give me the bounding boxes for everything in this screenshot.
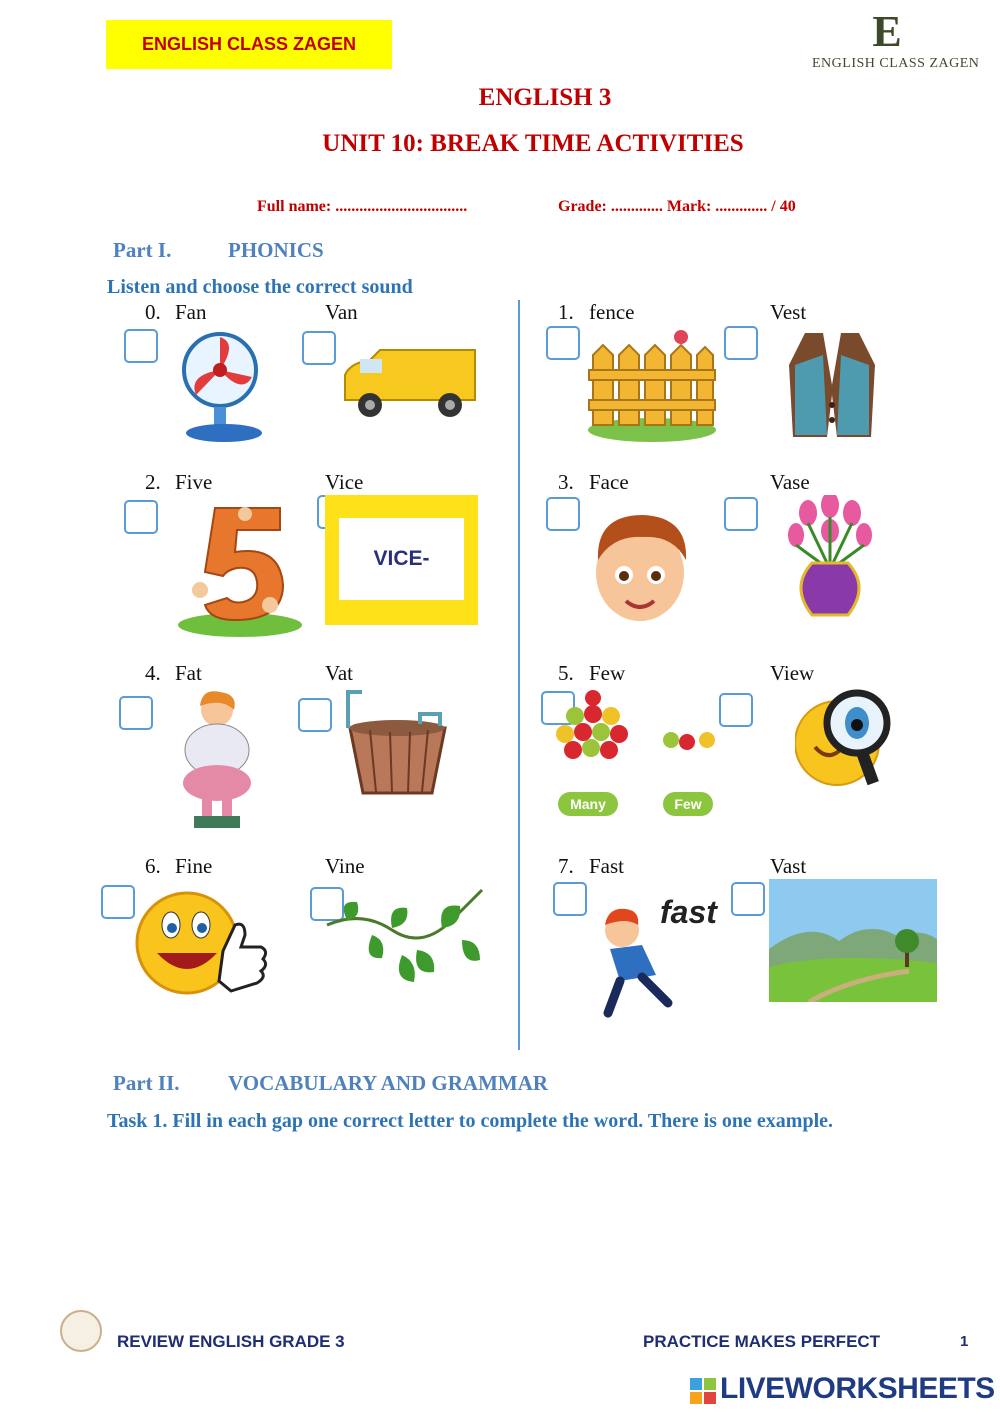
item-right-word: Van — [325, 300, 358, 324]
checkbox-fine[interactable] — [101, 885, 135, 919]
grade-mark-field[interactable]: Grade: ............. Mark: ............. / 40 — [558, 198, 796, 215]
item-left-word: fence — [589, 300, 635, 324]
page-title: ENGLISH 3 — [478, 84, 612, 111]
vice-sign-image — [325, 495, 478, 625]
liveworksheets-watermark[interactable]: LIVEWORKSHEETS — [720, 1372, 995, 1405]
footer-left-text: REVIEW ENGLISH GRADE 3 — [117, 1332, 345, 1351]
checkbox-fan[interactable] — [124, 329, 158, 363]
part2-label: Part II. — [113, 1071, 180, 1095]
item-number: 6. — [145, 854, 161, 878]
item-left-word: Fast — [589, 854, 625, 878]
vine-leaves-image — [322, 880, 487, 990]
number-five-image — [175, 500, 305, 640]
boy-face-image — [588, 505, 698, 625]
item-number: 3. — [558, 470, 574, 494]
checkbox-vast[interactable] — [731, 882, 765, 916]
checkbox-fence[interactable] — [546, 326, 580, 360]
checkbox-five[interactable] — [124, 500, 158, 534]
part1-instruction: Listen and choose the correct sound — [107, 276, 413, 298]
item-number: 1. — [558, 300, 574, 324]
brand-label: ENGLISH CLASS ZAGEN — [106, 20, 392, 69]
item-right-word: Vine — [325, 854, 365, 878]
fast-text: fast — [660, 894, 717, 930]
landscape-image — [769, 879, 937, 1002]
item-left-word: Fine — [175, 854, 213, 878]
page-number: 1 — [960, 1333, 969, 1350]
footer-right-text: PRACTICE MAKES PERFECT — [643, 1332, 881, 1351]
checkbox-van[interactable] — [302, 331, 336, 365]
checkbox-vase[interactable] — [724, 497, 758, 531]
checkbox-vest[interactable] — [724, 326, 758, 360]
item-number: 5. — [558, 661, 574, 685]
item-right-word: View — [770, 661, 815, 685]
fan-image — [180, 325, 270, 445]
checkbox-fast[interactable] — [553, 882, 587, 916]
wooden-vat-image — [340, 688, 455, 798]
unit-title: UNIT 10: BREAK TIME ACTIVITIES — [322, 130, 744, 157]
vest-image — [785, 325, 880, 445]
vice-sign-text: VICE- — [339, 518, 464, 600]
item-right-word: Vest — [770, 300, 807, 324]
item-left-word: Face — [589, 470, 629, 494]
item-number: 7. — [558, 854, 574, 878]
flower-vase-image — [778, 495, 878, 625]
task1-instruction: Task 1. Fill in each gap one correct letter to complete the word. There is one example. — [107, 1110, 834, 1132]
part1-heading: PHONICS — [228, 238, 324, 262]
full-name-field[interactable]: Full name: ................................. — [257, 198, 468, 215]
few-label: Few — [674, 796, 702, 812]
liveworksheets-logo-icon — [690, 1378, 716, 1404]
magnifier-smiley-image — [795, 685, 905, 805]
item-right-word: Vice — [325, 470, 364, 494]
checkbox-view[interactable] — [719, 693, 753, 727]
running-boy-image — [590, 885, 725, 1025]
many-few-apples-image — [553, 690, 718, 820]
item-left-word: Fat — [175, 661, 202, 685]
item-number: 2. — [145, 470, 161, 494]
thumbs-up-smiley-image — [135, 885, 270, 1005]
part2-heading: VOCABULARY AND GRAMMAR — [228, 1071, 549, 1095]
fat-woman-image — [172, 688, 262, 833]
item-left-word: Fan — [175, 300, 207, 324]
logo-letter-icon: E — [872, 7, 902, 56]
column-divider — [518, 300, 520, 1050]
item-left-word: Few — [589, 661, 626, 685]
item-right-word: Vat — [325, 661, 353, 685]
van-image — [340, 345, 480, 425]
part1-label: Part I. — [113, 238, 172, 262]
item-left-word: Five — [175, 470, 213, 494]
checkbox-fat[interactable] — [119, 696, 153, 730]
fence-image — [585, 325, 720, 445]
checkbox-face[interactable] — [546, 497, 580, 531]
logo — [812, 7, 980, 80]
checkbox-vat[interactable] — [298, 698, 332, 732]
item-number: 0. — [145, 300, 161, 324]
logo-text: ENGLISH CLASS ZAGEN — [812, 56, 980, 71]
many-label: Many — [570, 796, 606, 812]
footer-logo — [60, 1310, 102, 1352]
item-right-word: Vast — [770, 854, 807, 878]
item-number: 4. — [145, 661, 161, 685]
item-right-word: Vase — [770, 470, 810, 494]
